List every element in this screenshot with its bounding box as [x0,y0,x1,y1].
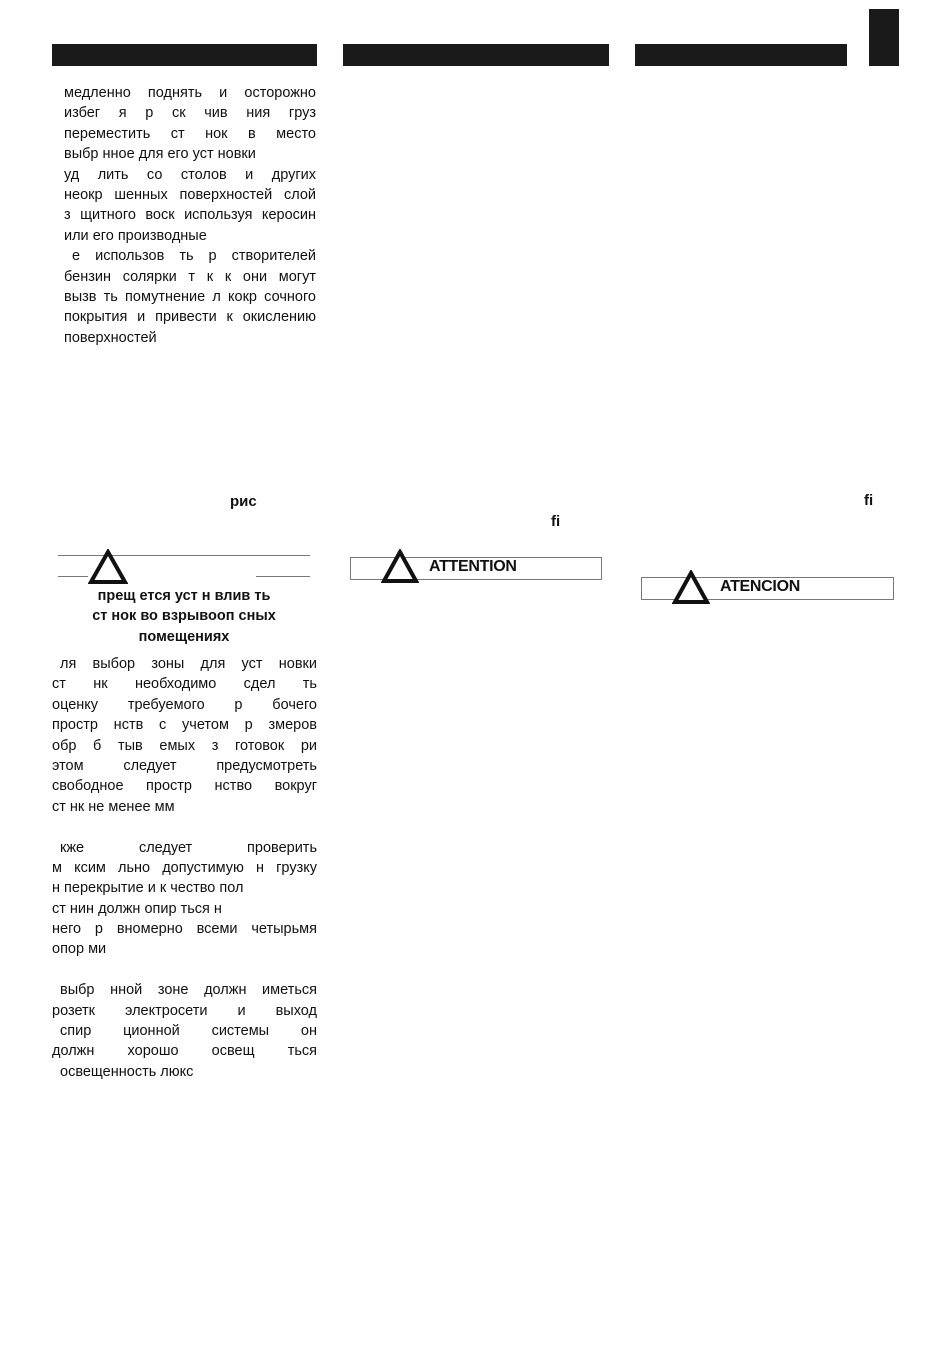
warning-text-line: помещениях [138,628,230,645]
text-line: освещенность люкс [60,1063,194,1080]
text-line: должн хорошо освещ ться [52,1043,317,1060]
figure-reference-3: fi [864,492,874,509]
warning-text [58,586,310,647]
text-line: свободное простр нство вокруг [52,778,317,795]
warning-triangle-icon [672,570,710,605]
text-line: поверхностей [64,329,157,346]
warning-triangle-icon [381,549,419,584]
text-line: кже следует проверить [60,839,317,856]
figure-reference-2: fi [551,513,561,530]
text-line [52,817,317,837]
text-line: ст нк необходимо сдел ть [52,676,317,693]
warning-frame-1-right [256,576,310,577]
text-line: бензин солярки т к к они могут [64,268,316,285]
text-line: выбр нной зоне должн иметься [60,982,317,999]
text-line: переместить ст нок в место [64,125,316,142]
column-header-bar-1 [52,44,317,66]
top-paragraph [64,83,316,348]
text-line: ля выбор зоны для уст новки [60,656,317,672]
text-line: е использов ть р створителей [72,248,316,265]
text-line: оценку требуемого р бочего [52,696,317,713]
text-line: ст нк не менее мм [52,798,175,815]
text-line: этом следует предусмотреть [52,757,317,774]
text-line: медленно поднять и осторожно [64,85,316,101]
text-line: выбр нное для его уст новки [64,146,256,163]
text-line: покрытия и привести к окислению [64,309,316,326]
text-line: уд лить со столов и других [64,166,316,183]
warning-text-line: прещ ется уст н влив ть [97,588,271,604]
text-line: вызв ть помутнение л кокр сочного [64,288,316,305]
text-line: м ксим льно допустимую н грузку [52,859,317,876]
text-line: з щитного воск используя керосин [64,207,316,224]
attention-label: ATTENTION [429,558,517,575]
text-line: него р вномерно всеми четырьмя [52,921,317,938]
warning-frame-1-left [58,576,88,577]
warning-text-line: ст нок во взрывооп сных [92,608,276,625]
text-line: простр нств с учетом р змеров [52,717,317,734]
text-line: обр б тыв емых з готовок ри [52,737,317,754]
figure-reference-1: рис [230,493,257,510]
text-line: н перекрытие и к чество пол [52,880,244,897]
text-line: или его производные [64,227,207,244]
column-header-bar-2 [343,44,609,66]
bottom-paragraph [52,654,317,1082]
text-line: опор ми [52,941,107,958]
warning-triangle-icon [88,549,128,585]
atencion-label: ATENCION [720,578,800,595]
page-corner-tab [869,9,899,66]
text-line: избег я р ск чив ния груз [64,105,316,122]
text-line [52,960,317,980]
text-line: неокр шенных поверхностей слой [64,186,316,203]
text-line: розетк электросети и выход [52,1002,317,1019]
column-header-bar-3 [635,44,847,66]
text-line: спир ционной системы он [60,1023,317,1040]
text-line: ст нин должн опир ться н [52,900,222,917]
